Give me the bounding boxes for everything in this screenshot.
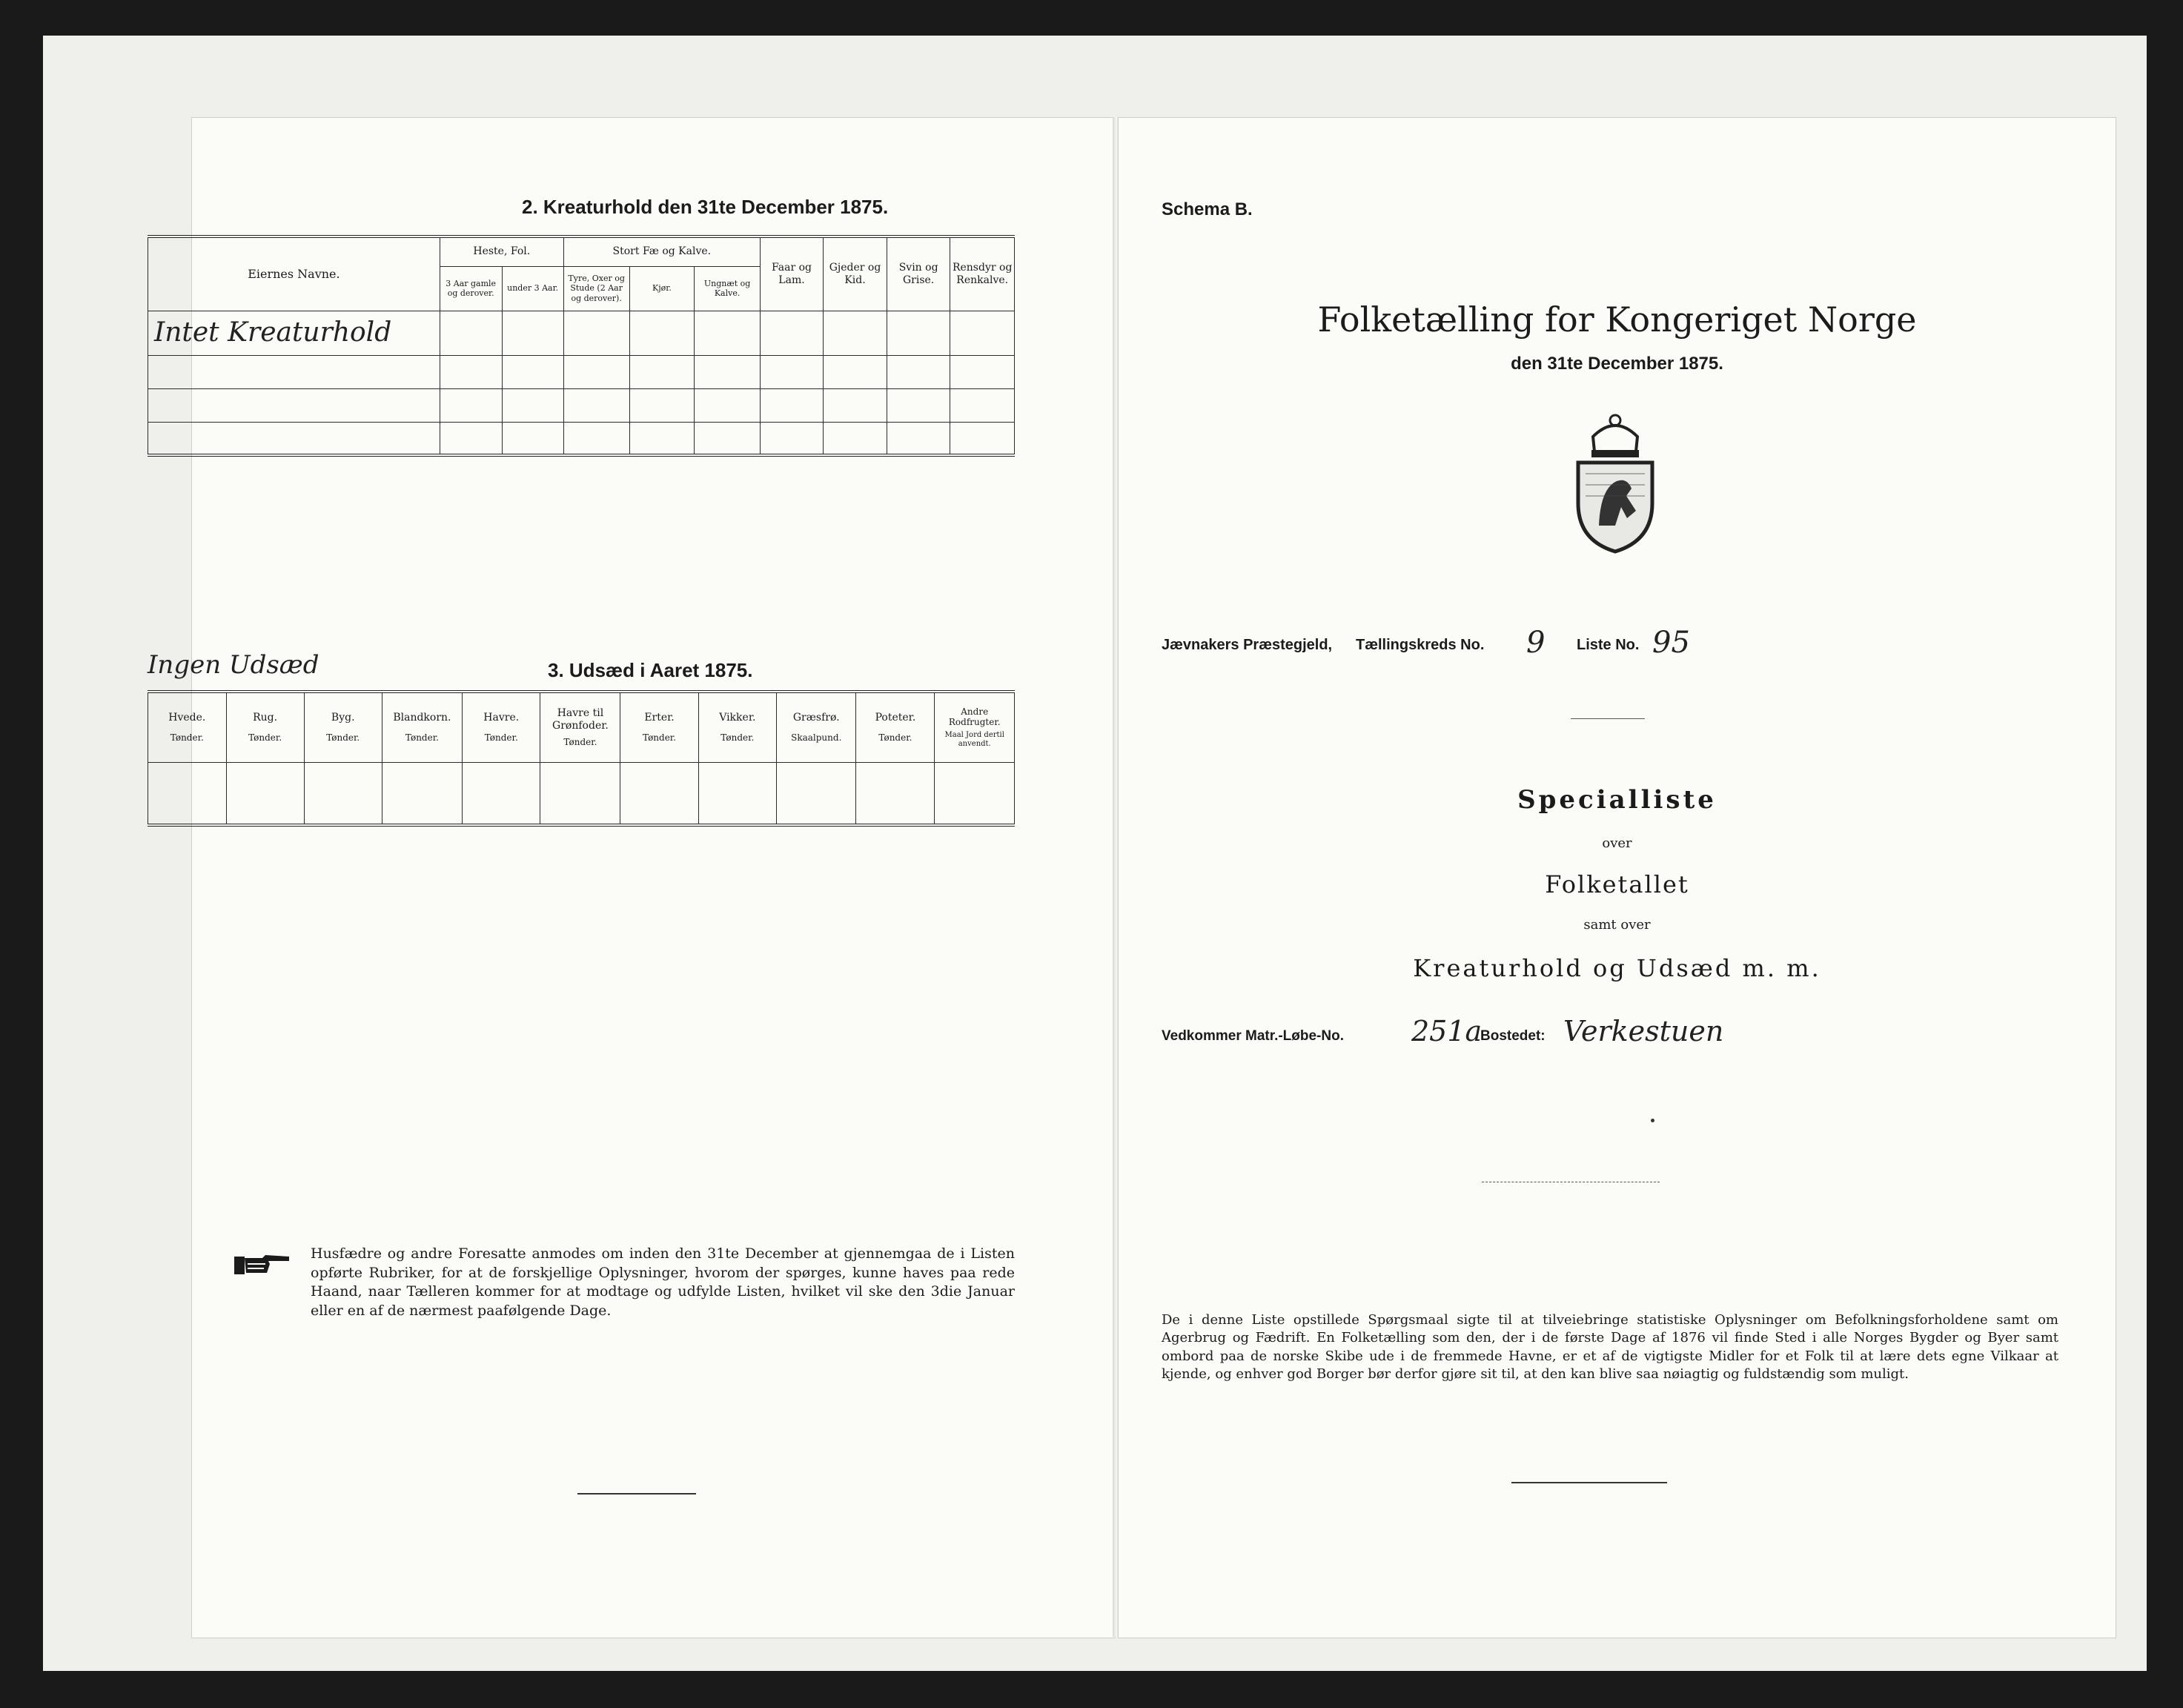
right-page	[1118, 117, 2116, 1638]
crop-name: Græsfrø.	[792, 711, 840, 724]
crop-name: Havre til Grønfoder.	[552, 707, 609, 732]
divider	[1511, 1482, 1667, 1483]
list-label: Liste No.	[1577, 637, 1640, 653]
crop-name: Andre Rodfrugter.	[948, 706, 1001, 728]
crop-unit: Tønder.	[721, 732, 755, 744]
crop-unit: Tønder.	[326, 732, 360, 744]
crop-unit: Tønder.	[643, 732, 677, 744]
livestock-entry: Intet Kreaturhold	[154, 317, 392, 348]
cattle-sub-cows: Kjør.	[629, 266, 695, 311]
coat-of-arms-icon	[1556, 407, 1674, 555]
parish-label: Jævnakers Præstegjeld,	[1162, 637, 1333, 653]
spec-title: Specialliste	[1517, 785, 1717, 815]
livestock-table	[148, 235, 1015, 457]
folketallet-label: Folketallet	[1545, 870, 1689, 898]
crop-name: Byg.	[331, 711, 355, 724]
divider	[577, 1493, 696, 1494]
matr-number: 251a	[1411, 1015, 1483, 1047]
crop-name: Hvede.	[168, 711, 206, 724]
cattle-header: Stort Fæ og Kalve.	[563, 236, 760, 266]
table-row	[148, 311, 1015, 355]
crop-name: Havre.	[483, 711, 520, 724]
crop-unit: Tønder.	[405, 732, 439, 744]
kreaturhold-label: Kreaturhold og Udsæd m. m.	[1413, 954, 1821, 982]
cattle-sub-bulls: Tyre, Oxer og Stude (2 Aar og derover).	[563, 266, 629, 311]
goats-header: Gjeder og Kid.	[824, 236, 887, 311]
census-title: Folketælling for Kongeriget Norge	[1317, 299, 1917, 340]
crop-name: Erter.	[644, 711, 675, 724]
district-label: Tællingskreds No.	[1356, 637, 1485, 653]
crop-unit: Tønder.	[248, 732, 282, 744]
horses-header: Heste, Fol.	[440, 236, 563, 266]
schema-label: Schema B.	[1162, 199, 1253, 219]
left-page	[148, 117, 1116, 1638]
section3-title: 3. Udsæd i Aaret 1875.	[548, 659, 753, 681]
district-number: 9	[1526, 626, 1546, 660]
list-number: 95	[1652, 626, 1690, 660]
table-row	[148, 388, 1015, 422]
pointing-hand-icon	[233, 1251, 292, 1280]
horses-sub-young: under 3 Aar.	[502, 266, 563, 311]
samt-over-label: samt over	[1583, 917, 1651, 933]
dot-mark	[1651, 1119, 1654, 1122]
crop-name: Rug.	[253, 711, 278, 724]
crop-name: Blandkorn.	[393, 711, 451, 724]
crop-unit: Tønder.	[484, 732, 518, 744]
owner-header: Eiernes Navne.	[148, 236, 440, 311]
crop-unit: Maal Jord dertil anvendt.	[944, 730, 1004, 748]
horses-sub-old: 3 Aar gamle og derover.	[440, 266, 502, 311]
crop-name: Vikker.	[719, 711, 756, 724]
notice-text: Husfædre og andre Foresatte anmodes om inden den 31te December at gjennemgaa de i Listen opførte Rubriker, for at de forskjellige Oplysninger, hvorom der spørges, kunne haves paa rede Haand, naar Tælleren kommer for at modtage og udfylde Listen, hvilket vil ske den 3die Januar eller en af de nærmest paafølgende Dage.	[311, 1245, 1015, 1319]
crop-unit: Tønder.	[170, 732, 204, 744]
table-row	[148, 762, 1015, 825]
crop-name: Poteter.	[875, 711, 916, 724]
crop-unit: Skaalpund.	[791, 732, 842, 744]
pigs-header: Svin og Grise.	[887, 236, 950, 311]
sowing-table	[148, 690, 1015, 827]
bosted-value: Verkestuen	[1563, 1015, 1724, 1047]
bosted-label: Bostedet:	[1480, 1028, 1546, 1044]
scan-background	[43, 36, 2147, 1671]
sheep-header: Faar og Lam.	[760, 236, 823, 311]
divider	[1571, 718, 1645, 719]
cattle-sub-calves: Ungnæt og Kalve.	[695, 266, 761, 311]
sowing-entry: Ingen Udsæd	[148, 650, 319, 680]
section2-title: 2. Kreaturhold den 31te December 1875.	[522, 196, 889, 218]
census-subtitle: den 31te December 1875.	[1511, 354, 1723, 374]
footer-text: De i denne Liste opstillede Spørgsmaal sigte til at tilveiebringe statistiske Oplysninger om Befolkningsforholdene samt om Agerbrug og Fædrift. En Folketælling som den, der i de første Dage af 1876 vil finde Sted i alle Norges Bygder og Byer samt ombord paa de norske Skibe ude i de fremmede Havne, er et af de vigtigste Midler for et Folk til at lære dets egne Vilkaar at kjende, og enhver god Borger bør derfor gjøre sit til, at den kan blive saa nøiagtig og fuldstændig som muligt.	[1162, 1312, 2058, 1382]
table-row	[148, 355, 1015, 388]
matr-label: Vedkommer Matr.-Løbe-No.	[1162, 1028, 1344, 1044]
reindeer-header: Rensdyr og Renkalve.	[950, 236, 1015, 311]
crop-unit: Tønder.	[563, 736, 597, 747]
table-row	[148, 422, 1015, 455]
over-label: over	[1602, 835, 1632, 851]
crop-unit: Tønder.	[878, 732, 912, 744]
